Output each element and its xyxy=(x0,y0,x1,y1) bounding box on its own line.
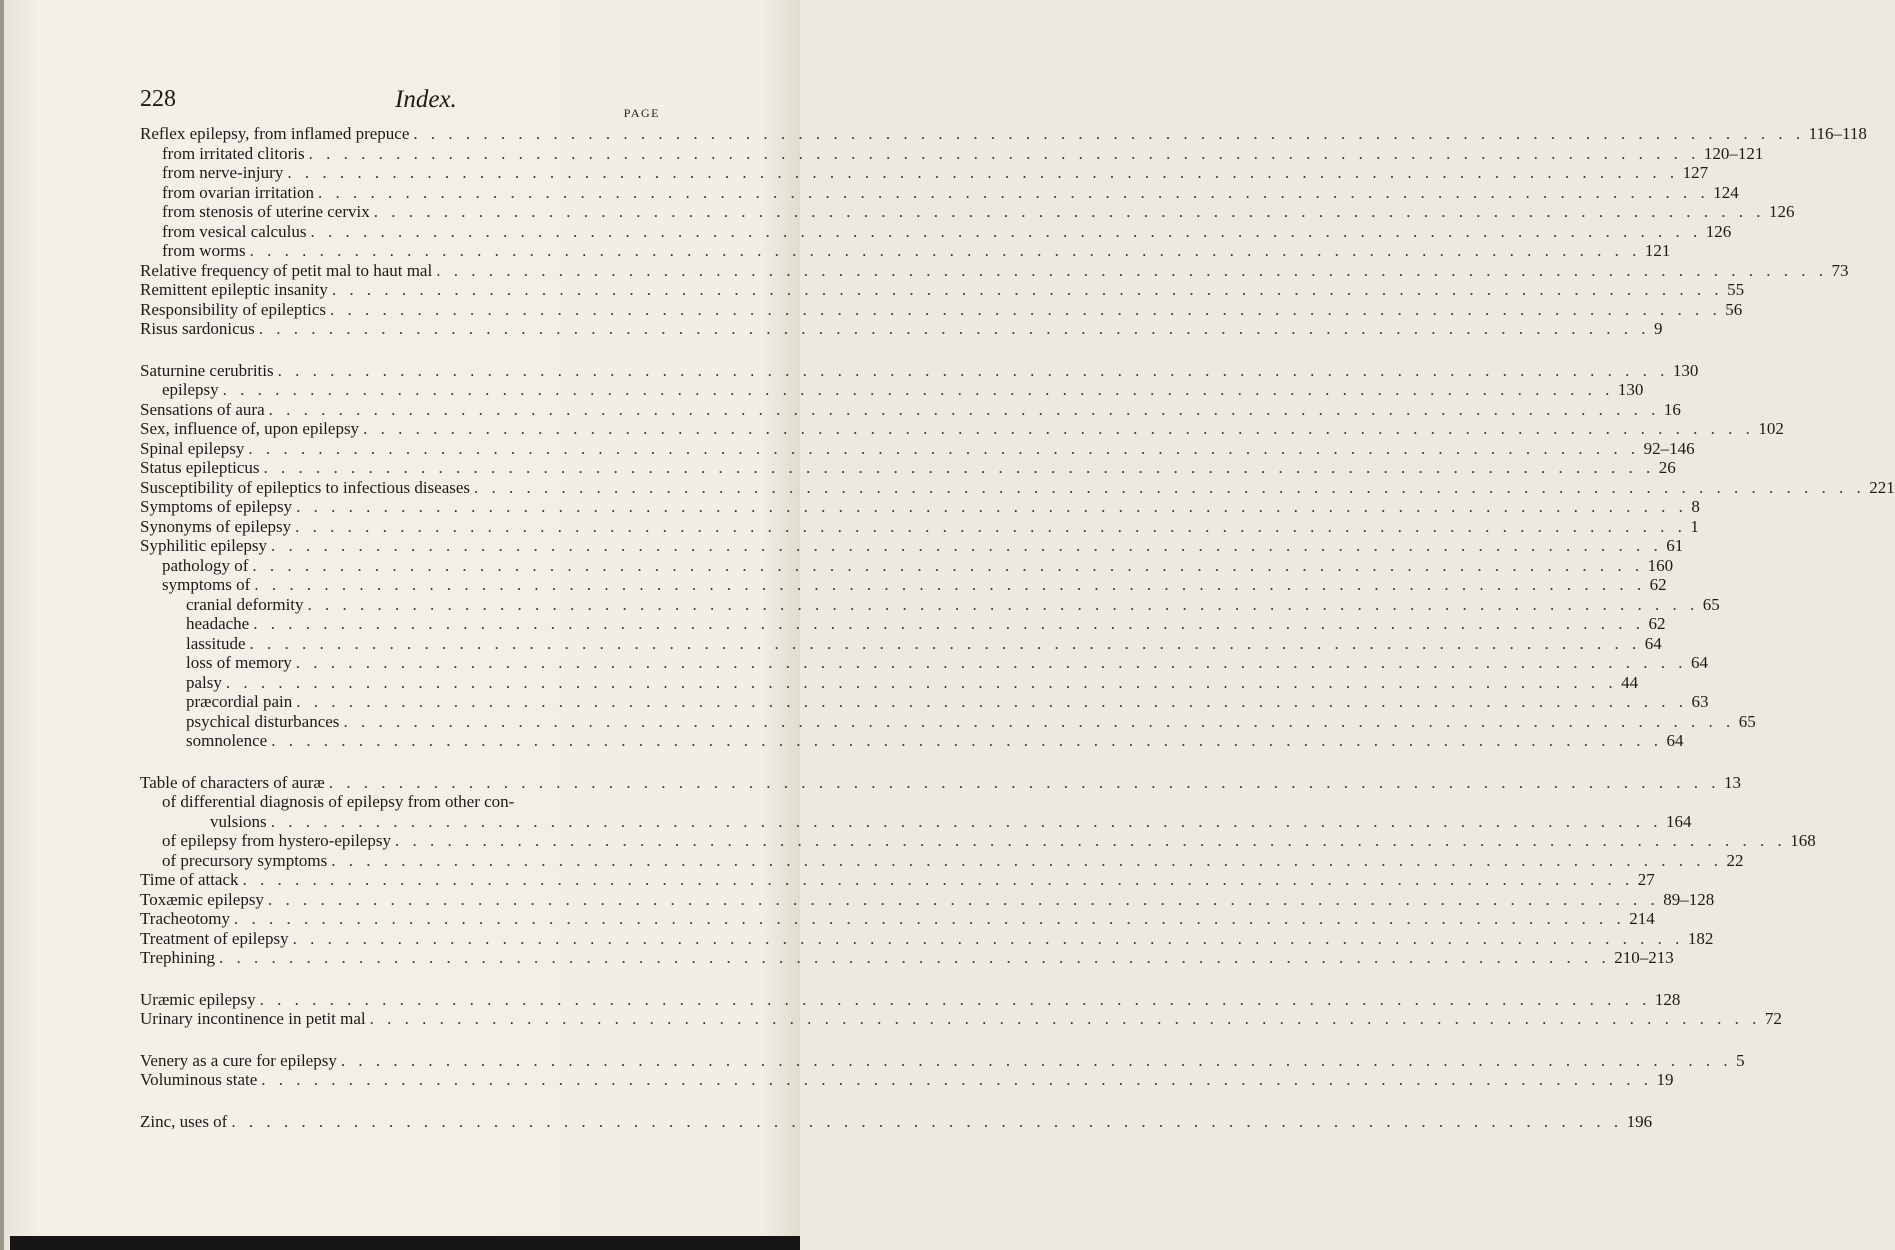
index-entry xyxy=(140,458,1676,478)
dot-leader: . . . . . . . . . . . . . . . . . . . . . . . . . . . . . . . . . . . . . . . . . . . . . . . . . . . . . . . . . . . . . . . . . . . . . . . . . . . . . . . . xyxy=(308,143,1700,163)
dot-leader: . . . . . . . . . . . . . . . . . . . . . . . . . . . . . . . . . . . . . . . . . . . . . . . . . . . . . . . . . . . . . . . . . . . . . . . . . . . . . . . . xyxy=(296,692,1688,711)
dot-leader: . . . . . . . . . . . . . . . . . . . . . . . . . . . . . . . . . . . . . . . . . . . . . . . . . . . . . . . . . . . . . . . . . . . . . . . . . . . . . . . . xyxy=(253,614,1645,633)
index-entry xyxy=(140,419,1784,439)
index-entry xyxy=(140,989,1681,1010)
page-reference: 89–128 xyxy=(1663,889,1715,909)
index-term: Susceptibility of epileptics to infectious diseases xyxy=(140,477,471,497)
index-term: lassitude xyxy=(186,633,246,653)
index-term: symptoms of xyxy=(162,575,251,594)
index-term: Urinary incontinence in petit mal xyxy=(140,1009,366,1028)
index-term: somnolence xyxy=(186,731,268,750)
dot-leader: . . . . . . . . . . . . . . . . . . . . . . . . . . . . . . . . . . . . . . . . . . . . . . . . . . . . . . . . . . . . . . . . . . . . . . . . . . . . . . . . xyxy=(296,497,1688,516)
dot-leader: . . . . . . . . . . . . . . . . . . . . . . . . . . . . . . . . . . . . . . . . . . . . . . . . . . . . . . . . . . . . . . . . . . . . . . . . . . . . . . . . xyxy=(270,811,1662,831)
index-entry xyxy=(140,614,1666,634)
page-reference: 72 xyxy=(1764,1009,1782,1028)
dot-leader: . . . . . . . . . . . . . . . . . . . . . . . . . . . . . . . . . . . . . . . . . . . . . . . . . . . . . . . . . . . . . . . . . . . . . . . . . . . . . . . . xyxy=(254,575,1646,594)
page-reference: 164 xyxy=(1665,811,1692,831)
dot-leader: . . . . . . . . . . . . . . . . . . . . . . . . . . . . . . . . . . . . . . . . . . . . . . . . . . . . . . . . . . . . . . . . . . . . . . . . . . . . . . . . xyxy=(343,711,1735,731)
index-term: Toxæmic epilepsy xyxy=(140,889,264,909)
page-reference: 92–146 xyxy=(1643,438,1695,458)
index-entry xyxy=(140,772,1742,793)
dot-leader: . . . . . . . . . . . . . . . . . . . . . . . . . . . . . . . . . . . . . . . . . . . . . . . . . . . . . . . . . . . . . . . . . . . . . . . . . . . . . . . . xyxy=(259,989,1651,1009)
dot-leader: . . . . . . . . . . . . . . . . . . . . . . . . . . . . . . . . . . . . . . . . . . . . . . . . . . . . . . . . . . . . . . . . . . . . . . . . . . . . . . . . xyxy=(295,516,1687,536)
dot-leader: . . . . . . . . . . . . . . . . . . . . . . . . . . . . . . . . . . . . . . . . . . . . . . . . . . . . . . . . . . . . . . . . . . . . . . . . . . . . . . . . xyxy=(242,870,1634,889)
index-entry xyxy=(140,477,1895,498)
dot-leader: . . . . . . . . . . . . . . . . . . . . . . . . . . . . . . . . . . . . . . . . . . . . . . . . . . . . . . . . . . . . . . . . . . . . . . . . . . . . . . . . xyxy=(307,594,1699,614)
page-reference: 126 xyxy=(1768,202,1795,221)
index-group xyxy=(140,772,1816,968)
index-group xyxy=(140,1111,1653,1132)
index-term: Spinal epilepsy xyxy=(140,438,245,458)
page-reference: 73 xyxy=(1831,260,1849,280)
index-term: loss of memory xyxy=(186,653,292,672)
index-term: Sensations of aura xyxy=(140,399,265,419)
index-term: vulsions xyxy=(210,811,267,831)
index-entry xyxy=(140,811,1692,832)
index-term: præcordial pain xyxy=(186,692,293,711)
dot-leader: . . . . . . . . . . . . . . . . . . . . . . . . . . . . . . . . . . . . . . . . . . . . . . . . . . . . . . . . . . . . . . . . . . . . . . . . . . . . . . . . xyxy=(267,889,1660,909)
index-entry xyxy=(140,711,1756,732)
index-term: Reflex epilepsy, from inflamed prepuce xyxy=(140,124,410,143)
index-term: from nerve-injury xyxy=(162,163,284,182)
dot-leader: . . . . . . . . . . . . . . . . . . . . . . . . . . . . . . . . . . . . . . . . . . . . . . . . . . . . . . . . . . . . . . . . . . . . . . . . . . . . . . . . xyxy=(310,221,1702,241)
page-reference: 55 xyxy=(1727,280,1745,299)
dot-leader: . . . . . . . . . . . . . . . . . . . . . . . . . . . . . . . . . . . . . . . . . . . . . . . . . . . . . . . . . . . . . . . . . . . . . . . . . . . . . . . . xyxy=(318,182,1710,202)
dot-leader: . . . . . . . . . . . . . . . . . . . . . . . . . . . . . . . . . . . . . . . . . . . . . . . . . . . . . . . . . . . . . . . . . . . . . . . . . . . . . . . . xyxy=(231,1111,1623,1131)
page-reference: 182 xyxy=(1687,928,1714,948)
page-reference: 196 xyxy=(1626,1111,1653,1131)
page-edge-shadow xyxy=(0,0,4,1250)
dot-leader: . . . . . . . . . . . . . . . . . . . . . . . . . . . . . . . . . . . . . . . . . . . . . . . . . . . . . . . . . . . . . . . . . . . . . . . . . . . . . . . . xyxy=(268,399,1660,419)
index-term: from worms xyxy=(162,241,246,260)
index-entry xyxy=(140,1111,1653,1132)
index-entry xyxy=(140,928,1714,949)
dot-leader: . . . . . . . . . . . . . . . . . . . . . . . . . . . . . . . . . . . . . . . . . . . . . . . . . . . . . . . . . . . . . . . . . . . . . . . . . . . . . . . . xyxy=(218,948,1611,967)
index-term: cranial deformity xyxy=(186,594,304,614)
index-term: headache xyxy=(186,614,250,633)
index-term: of precursory symptoms xyxy=(162,850,328,870)
dot-leader: . . . . . . . . . . . . . . . . . . . . . . . . . . . . . . . . . . . . . . . . . . . . . . . . . . . . . . . . . . . . . . . . . . . . . . . . . . . . . . . . xyxy=(271,731,1663,750)
index-entry xyxy=(140,948,1674,968)
index-entry xyxy=(140,633,1662,654)
index-term: Synonyms of epilepsy xyxy=(140,516,292,536)
index-entry xyxy=(140,280,1745,300)
page-reference: 16 xyxy=(1663,399,1681,419)
index-term: Zinc, uses of xyxy=(140,1111,228,1131)
index-term: Voluminous state xyxy=(140,1070,258,1089)
dot-leader: . . . . . . . . . . . . . . . . . . . . . . . . . . . . . . . . . . . . . . . . . . . . . . . . . . . . . . . . . . . . . . . . . . . . . . . . . . . . . . . . xyxy=(330,299,1722,319)
page-reference: 44 xyxy=(1621,672,1639,692)
index-entry xyxy=(140,319,1663,339)
dot-leader: . . . . . . . . . . . . . . . . . . . . . . . . . . . . . . . . . . . . . . . . . . . . . . . . . . . . . . . . . . . . . . . . . . . . . . . . . . . . . . . . xyxy=(263,458,1655,477)
page-bottom-edge xyxy=(10,1236,800,1250)
dot-leader: . . . . . . . . . . . . . . . . . . . . . . . . . . . . . . . . . . . . . . . . . . . . . . . . . . . . . . . . . . . . . . . . . . . . . . . . . . . . . . . . xyxy=(413,124,1805,143)
page-reference: 62 xyxy=(1648,614,1666,633)
index-term: from vesical calculus xyxy=(162,221,307,241)
index-entry xyxy=(140,692,1709,712)
dot-leader: . . . . . . . . . . . . . . . . . . . . . . . . . . . . . . . . . . . . . . . . . . . . . . . . . . . . . . . . . . . . . . . . . . . . . . . . . . . . . . . . xyxy=(271,536,1663,555)
page-reference: 102 xyxy=(1758,419,1784,438)
index-term: of epilepsy from hystero-epilepsy xyxy=(162,831,391,850)
dot-leader: . . . . . . . . . . . . . . . . . . . . . . . . . . . . . . . . . . . . . . . . . . . . . . . . . . . . . . . . . . . . . . . . . . . . . . . . . . . . . . . . xyxy=(292,928,1684,948)
index-entry xyxy=(140,124,1867,144)
index-entry xyxy=(140,653,1709,673)
index-entry xyxy=(140,380,1644,400)
index-entry xyxy=(140,555,1674,576)
dot-leader: . . . . . . . . . . . . . . . . . . . . . . . . . . . . . . . . . . . . . . . . . . . . . . . . . . . . . . . . . . . . . . . . . . . . . . . . . . . . . . . . xyxy=(436,260,1828,280)
page-reference: 65 xyxy=(1738,711,1756,731)
index-term: Status epilepticus xyxy=(140,458,260,477)
index-entry xyxy=(140,909,1655,929)
index-term: epilepsy xyxy=(162,380,219,399)
index-term: from stenosis of uterine cervix xyxy=(162,202,370,221)
page-reference: 126 xyxy=(1705,221,1732,241)
index-term: Trephining xyxy=(140,948,215,967)
dot-leader: . . . . . . . . . . . . . . . . . . . . . . . . . . . . . . . . . . . . . . . . . . . . . . . . . . . . . . . . . . . . . . . . . . . . . . . . . . . . . . . . xyxy=(252,555,1644,575)
page-reference: 120–121 xyxy=(1703,143,1764,163)
index-entry xyxy=(140,536,1684,556)
page-reference: 5 xyxy=(1736,1050,1745,1070)
index-entry xyxy=(140,299,1743,320)
index-term: Syphilitic epilepsy xyxy=(140,536,268,555)
index-entry xyxy=(140,360,1699,381)
index-entry xyxy=(140,850,1744,871)
index-entry xyxy=(140,438,1695,459)
dot-leader: . . . . . . . . . . . . . . . . . . . . . . . . . . . . . . . . . . . . . . . . . . . . . . . . . . . . . . . . . . . . . . . . . . . . . . . . . . . . . . . . xyxy=(234,909,1626,928)
index-term: from ovarian irritation xyxy=(162,182,315,202)
dot-leader: . . . . . . . . . . . . . . . . . . . . . . . . . . . . . . . . . . . . . . . . . . . . . . . . . . . . . . . . . . . . . . . . . . . . . . . . . . . . . . . . xyxy=(249,241,1641,260)
index-term: Symptoms of epilepsy xyxy=(140,497,293,516)
index-term: Relative frequency of petit mal to haut mal xyxy=(140,260,433,280)
index-term: Treatment of epilepsy xyxy=(140,928,289,948)
index-term: Tracheotomy xyxy=(140,909,231,928)
page-reference: 64 xyxy=(1666,731,1684,750)
index-term: Remittent epileptic insanity xyxy=(140,280,328,299)
index-entry xyxy=(140,870,1655,890)
index-term: Sex, influence of, upon epilepsy xyxy=(140,419,360,438)
index-entry xyxy=(140,731,1684,751)
page-reference: 19 xyxy=(1656,1070,1674,1089)
index-group xyxy=(140,124,1867,339)
dot-leader: . . . . . . . . . . . . . . . . . . . . . . . . . . . . . . . . . . . . . . . . . . . . . . . . . . . . . . . . . . . . . . . . . . . . . . . . . . . . . . . . xyxy=(277,360,1669,380)
index-term: of differential diagnosis of epilepsy from other con- xyxy=(162,792,515,811)
index-term: palsy xyxy=(186,672,222,692)
page-reference: 61 xyxy=(1666,536,1684,555)
index-term: Responsibility of epileptics xyxy=(140,299,327,319)
page-reference: 26 xyxy=(1658,458,1676,477)
index-entry xyxy=(140,672,1639,693)
dot-leader: . . . . . . . . . . . . . . . . . . . . . . . . . . . . . . . . . . . . . . . . . . . . . . . . . . . . . . . . . . . . . . . . . . . . . . . . . . . . . . . . xyxy=(331,850,1723,870)
index-entry xyxy=(140,163,1709,183)
index-entry xyxy=(140,241,1671,261)
page-reference: 121 xyxy=(1644,241,1671,260)
index-entry xyxy=(140,497,1700,517)
page-reference: 160 xyxy=(1647,555,1674,575)
page-reference: 128 xyxy=(1654,989,1681,1009)
dot-leader: . . . . . . . . . . . . . . . . . . . . . . . . . . . . . . . . . . . . . . . . . . . . . . . . . . . . . . . . . . . . . . . . . . . . . . . . . . . . . . . . xyxy=(331,280,1724,299)
index-term: Risus sardonicus xyxy=(140,319,255,338)
page-reference: 22 xyxy=(1726,850,1744,870)
dot-leader: . . . . . . . . . . . . . . . . . . . . . . . . . . . . . . . . . . . . . . . . . . . . . . . . . . . . . . . . . . . . . . . . . . . . . . . . . . . . . . . . xyxy=(295,653,1688,672)
dot-leader: . . . . . . . . . . . . . . . . . . . . . . . . . . . . . . . . . . . . . . . . . . . . . . . . . . . . . . . . . . . . . . . . . . . . . . . . . . . . . . . . xyxy=(248,438,1640,458)
page-header xyxy=(140,86,680,116)
page-reference: 127 xyxy=(1682,163,1709,182)
index-term: psychical disturbances xyxy=(186,711,340,731)
dot-leader: . . . . . . . . . . . . . . . . . . . . . . . . . . . . . . . . . . . . . . . . . . . . . . . . . . . . . . . . . . . . . . . . . . . . . . . . . . . . . . . . xyxy=(363,419,1755,438)
dot-leader: . . . . . . . . . . . . . . . . . . . . . . . . . . . . . . . . . . . . . . . . . . . . . . . . . . . . . . . . . . . . . . . . . . . . . . . . . . . . . . . . xyxy=(261,1070,1653,1089)
dot-leader: . . . . . . . . . . . . . . . . . . . . . . . . . . . . . . . . . . . . . . . . . . . . . . . . . . . . . . . . . . . . . . . . . . . . . . . . . . . . . . . . xyxy=(222,380,1614,399)
index-entry xyxy=(140,516,1699,537)
index-entry xyxy=(140,221,1732,242)
page-reference: 64 xyxy=(1644,633,1662,653)
dot-leader: . . . . . . . . . . . . . . . . . . . . . . . . . . . . . . . . . . . . . . . . . . . . . . . . . . . . . . . . . . . . . . . . . . . . . . . . . . . . . . . . xyxy=(225,672,1618,692)
dot-leader: . . . . . . . . . . . . . . . . . . . . . . . . . . . . . . . . . . . . . . . . . . . . . . . . . . . . . . . . . . . . . . . . . . . . . . . . . . . . . . . . xyxy=(328,772,1721,792)
index-term: pathology of xyxy=(162,555,249,575)
dot-leader: . . . . . . . . . . . . . . . . . . . . . . . . . . . . . . . . . . . . . . . . . . . . . . . . . . . . . . . . . . . . . . . . . . . . . . . . . . . . . . . . xyxy=(287,163,1679,182)
dot-leader: . . . . . . . . . . . . . . . . . . . . . . . . . . . . . . . . . . . . . . . . . . . . . . . . . . . . . . . . . . . . . . . . . . . . . . . . . . . . . . . . xyxy=(394,831,1787,850)
index-entry xyxy=(140,792,670,812)
page-reference: 168 xyxy=(1790,831,1816,850)
page-reference: 116–118 xyxy=(1808,124,1867,143)
page-reference: 56 xyxy=(1725,299,1743,319)
page-reference: 214 xyxy=(1629,909,1655,928)
dot-leader: . . . . . . . . . . . . . . . . . . . . . . . . . . . . . . . . . . . . . . . . . . . . . . . . . . . . . . . . . . . . . . . . . . . . . . . . . . . . . . . . xyxy=(474,477,1866,497)
page-reference: 1 xyxy=(1690,516,1699,536)
page-number: 228 xyxy=(140,86,176,112)
page-reference: 63 xyxy=(1691,692,1709,711)
page-reference: 221 xyxy=(1869,477,1895,497)
index-term: from irritated clitoris xyxy=(162,143,305,163)
index-list xyxy=(140,124,1895,1153)
index-group xyxy=(140,989,1782,1029)
index-entry xyxy=(140,575,1667,595)
page-reference: 62 xyxy=(1649,575,1667,594)
index-term: Uræmic epilepsy xyxy=(140,989,256,1009)
page-column-label: PAGE xyxy=(623,106,660,120)
dot-leader: . . . . . . . . . . . . . . . . . . . . . . . . . . . . . . . . . . . . . . . . . . . . . . . . . . . . . . . . . . . . . . . . . . . . . . . . . . . . . . . . xyxy=(373,202,1765,221)
page-reference: 65 xyxy=(1702,594,1720,614)
index-entry xyxy=(140,831,1816,851)
index-term: Table of characters of auræ xyxy=(140,772,325,792)
index-entry xyxy=(140,594,1720,615)
index-entry xyxy=(140,1070,1674,1090)
index-term: Saturnine cerubritis xyxy=(140,360,274,380)
page-reference: 8 xyxy=(1691,497,1700,516)
index-entry xyxy=(140,889,1715,910)
page-reference: 27 xyxy=(1637,870,1655,889)
index-group xyxy=(140,1050,1745,1090)
page-reference: 13 xyxy=(1724,772,1742,792)
dot-leader: . . . . . . . . . . . . . . . . . . . . . . . . . . . . . . . . . . . . . . . . . . . . . . . . . . . . . . . . . . . . . . . . . . . . . . . . . . . . . . . . xyxy=(340,1050,1733,1070)
dot-leader: . . . . . . . . . . . . . . . . . . . . . . . . . . . . . . . . . . . . . . . . . . . . . . . . . . . . . . . . . . . . . . . . . . . . . . . . . . . . . . . . xyxy=(249,633,1641,653)
page-reference: 9 xyxy=(1654,319,1663,338)
page-reference: 210–213 xyxy=(1614,948,1674,967)
index-entry xyxy=(140,202,1795,222)
dot-leader: . . . . . . . . . . . . . . . . . . . . . . . . . . . . . . . . . . . . . . . . . . . . . . . . . . . . . . . . . . . . . . . . . . . . . . . . . . . . . . . . xyxy=(258,319,1650,338)
page-reference: 130 xyxy=(1617,380,1644,399)
page-reference: 64 xyxy=(1691,653,1709,672)
index-entry xyxy=(140,182,1739,203)
index-group xyxy=(140,360,1895,751)
index-term: Venery as a cure for epilepsy xyxy=(140,1050,337,1070)
page-reference: 124 xyxy=(1713,182,1739,202)
index-entry xyxy=(140,1050,1745,1071)
index-entry xyxy=(140,1009,1782,1029)
index-entry xyxy=(140,260,1849,281)
index-entry xyxy=(140,399,1681,420)
page-reference: 130 xyxy=(1672,360,1699,380)
dot-leader: . . . . . . . . . . . . . . . . . . . . . . . . . . . . . . . . . . . . . . . . . . . . . . . . . . . . . . . . . . . . . . . . . . . . . . . . . . . . . . . . xyxy=(369,1009,1761,1028)
index-term: Time of attack xyxy=(140,870,239,889)
running-title: Index. xyxy=(395,86,457,113)
index-entry xyxy=(140,143,1764,164)
